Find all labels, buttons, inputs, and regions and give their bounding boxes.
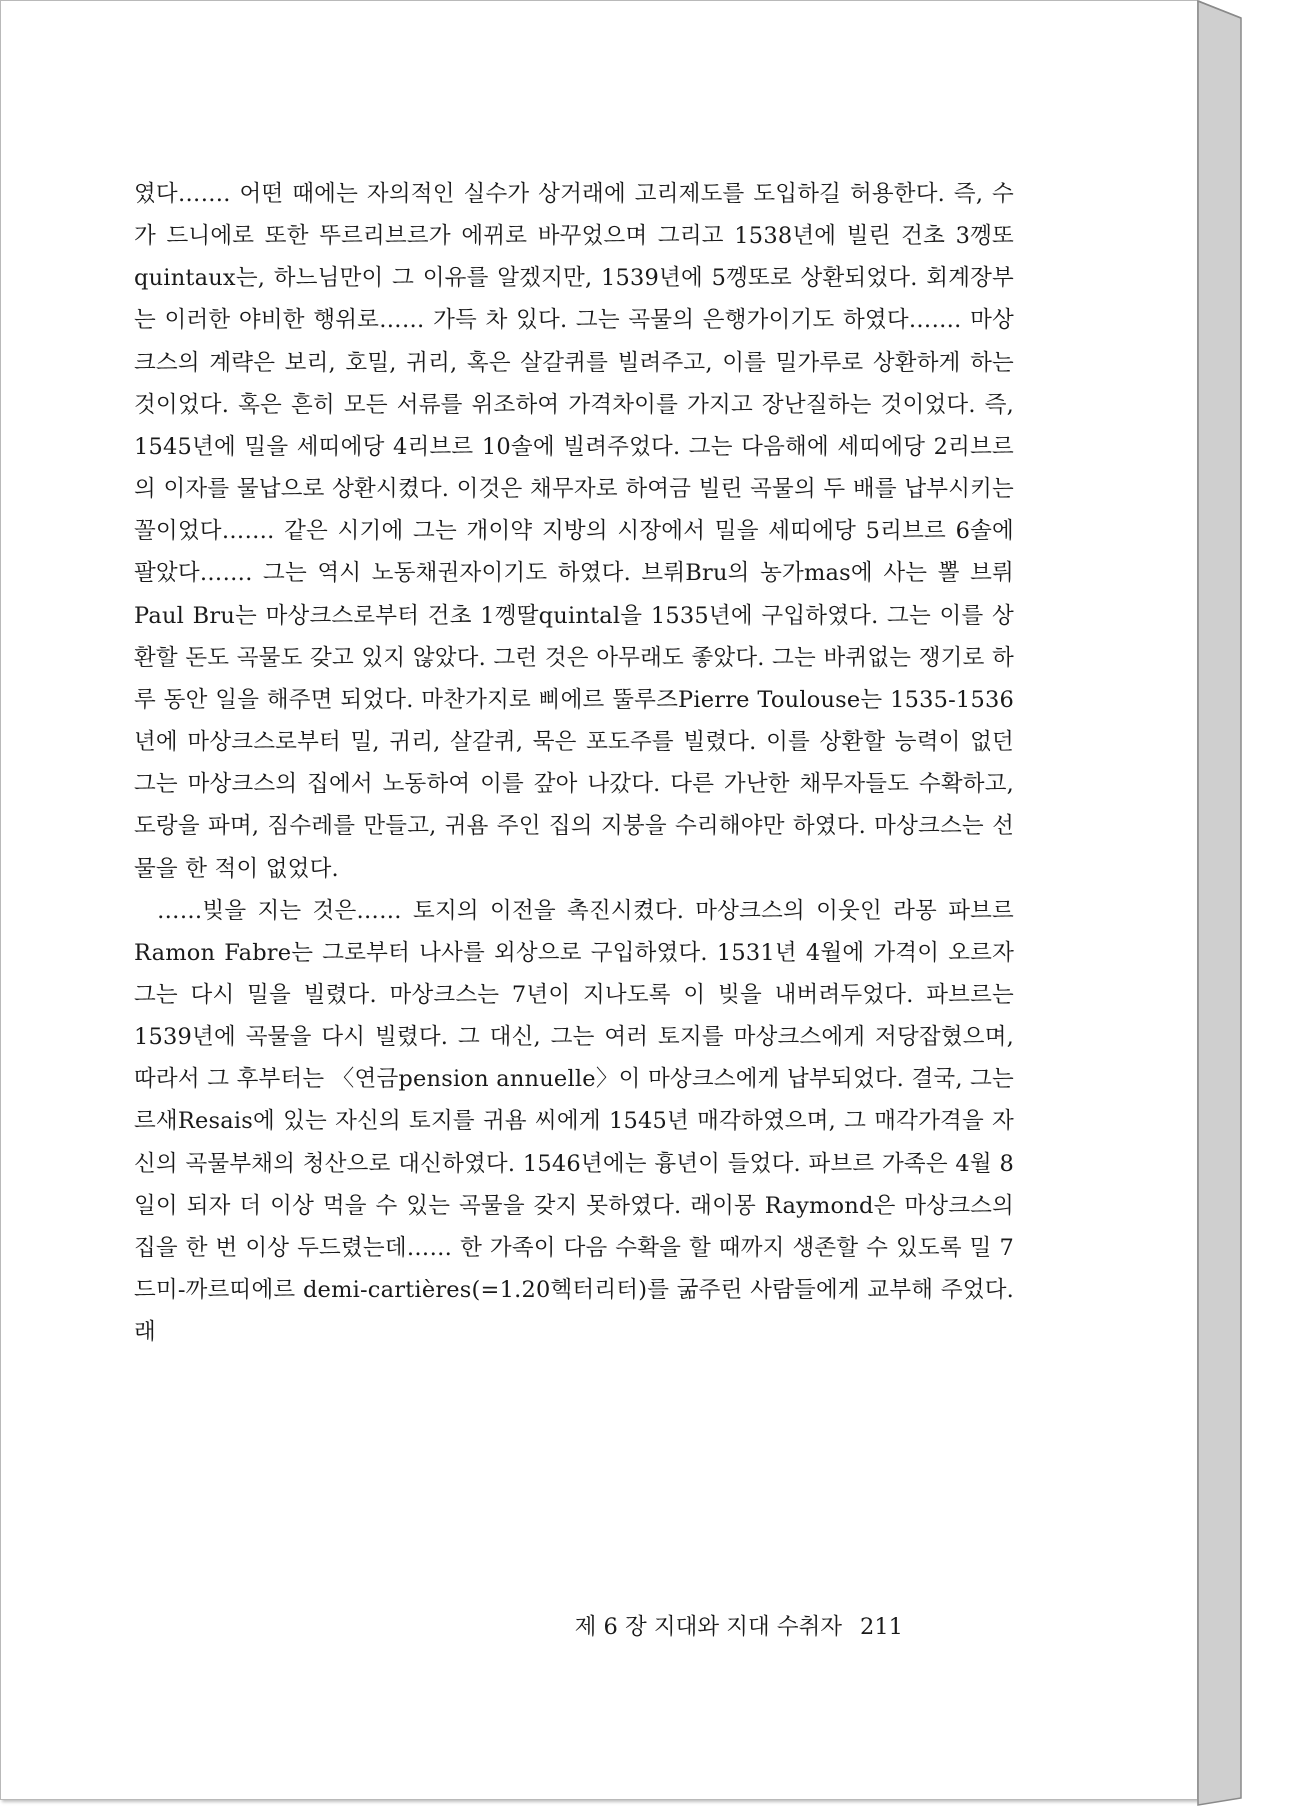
page-body: [134, 173, 1014, 1353]
page-number: 211: [860, 1614, 903, 1640]
chapter-title: 제 6 장 지대와 지대 수취자: [574, 1614, 843, 1640]
running-footer: [575, 1609, 903, 1641]
paragraph-2: ……빚을 지는 것은…… 토지의 이전을 촉진시켰다. 마상크스의 이웃인 라몽 파브르Ramon Fabre는 그로부터 나사를 외상으로 구입하였다. 1531년 4월에 가격이 오르자 그는 다시 밀을 빌렸다. 마상크스는 7년이 지나도록 이 빚을 내버려두었다. 파브르는 1539년에 곡물을 다시 빌렸다. 그 대신, 그는 여러 토지를 마상크스에게 저당잡혔으며, 따라서 그 후부터는 〈연금pension annuelle〉이 마상크스에게 납부되었다. 결국, 그는 르새Resais에 있는 자신의 토지를 귀욤 씨에게 1545년 매각하였으며, 그 매각가격을 자신의 곡물부채의 청산으로 대신하였다. 1546년에는 흉년이 들었다. 파브르 가족은 4월 8일이 되자 더 이상 먹을 수 있는 곡물을 갖지 못하였다. 래이몽 Raymond은 마상크스의 집을 한 번 이상 두드렸는데…… 한 가족이 다음 수확을 할 때까지 생존할 수 있도록 밀 7드미-까르띠에르 demi-cartières(=1.20헥터리터)를 굶주린 사람들에게 교부해 주었다. 래: [134, 897, 1014, 1346]
book-edge-graphic: [1193, 0, 1305, 1806]
book-edge-face: [1198, 1, 1241, 1805]
paragraph-1: 였다……. 어떤 때에는 자의적인 실수가 상거래에 고리제도를 도입하길 허용한다. 즉, 수가 드니에로 또한 뚜르리브르가 에뀌로 바꾸었으며 그리고 1538년에 빌린 건초 3껭또quintaux는, 하느님만이 그 이유를 알겠지만, 1539년에 5껭또로 상환되었다. 회계장부는 이러한 야비한 행위로…… 가득 차 있다. 그는 곡물의 은행가이기도 하였다……. 마상크스의 계략은 보리, 호밀, 귀리, 혹은 살갈퀴를 빌려주고, 이를 밀가루로 상환하게 하는 것이었다. 혹은 흔히 모든 서류를 위조하여 가격차이를 가지고 장난질하는 것이었다. 즉, 1545년에 밀을 세띠에당 4리브르 10솔에 빌려주었다. 그는 다음해에 세띠에당 2리브르의 이자를 물납으로 상환시켰다. 이것은 채무자로 하여금 빌린 곡물의 두 배를 납부시키는 꼴이었다……. 같은 시기에 그는 개이약 지방의 시장에서 밀을 세띠에당 5리브르 6솔에 팔았다……. 그는 역시 노동채권자이기도 하였다. 브뤼Bru의 농가mas에 사는 뽈 브뤼Paul Bru는 마상크스로부터 건초 1껭딸quintal을 1535년에 구입하였다. 그는 이를 상환할 돈도 곡물도 갖고 있지 않았다. 그런 것은 아무래도 좋았다. 그는 바퀴없는 쟁기로 하루 동안 일을 해주면 되었다. 마찬가지로 삐에르 뚤루즈Pierre Toulouse는 1535-1536년에 마상크스로부터 밀, 귀리, 살갈퀴, 묵은 포도주를 빌렸다. 이를 상환할 능력이 없던 그는 마상크스의 집에서 노동하여 이를 갚아 나갔다. 다른 가난한 채무자들도 수확하고, 도랑을 파며, 짐수레를 만들고, 귀욤 주인 집의 지붕을 수리해야만 하였다. 마상크스는 선물을 한 적이 없었다.: [134, 181, 1014, 882]
